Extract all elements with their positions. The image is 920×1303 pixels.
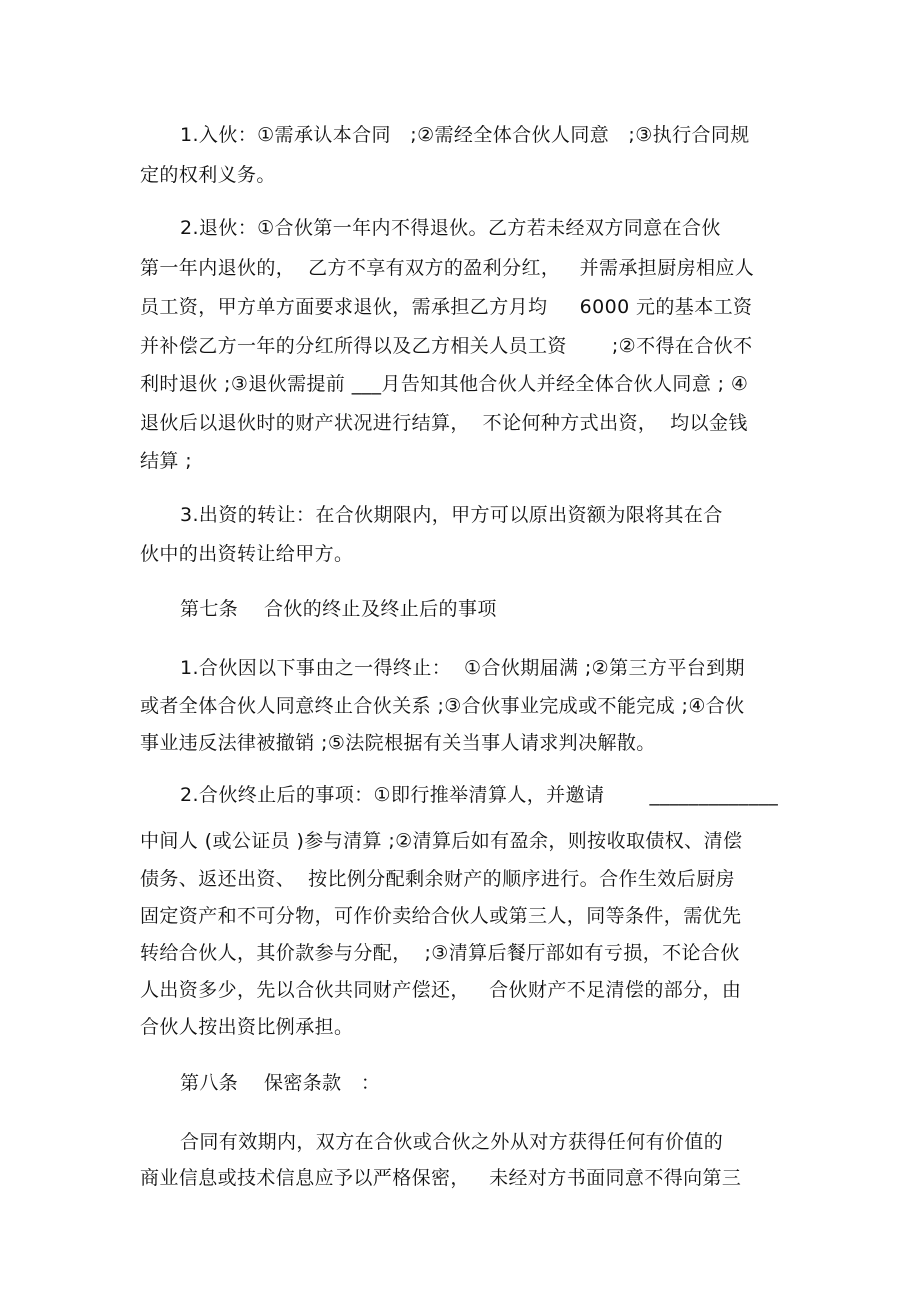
- para-5-line-1: 2.合伙终止后的事项：①即行推举清算人，并邀请 _____________: [180, 784, 779, 806]
- para-5-line-7: 合伙人按出资比例承担。: [140, 1016, 354, 1038]
- para-2-line-5: 利时退伙 ;③退伙需提前 ___月告知其他合伙人并经全体合伙人同意 ; ④: [140, 373, 749, 395]
- para-2-line-3: 员工资，甲方单方面要求退伙，需承担乙方月均 6000 元的基本工资: [140, 296, 753, 318]
- para-2-line-2: 第一年内退伙的， 乙方不享有双方的盈利分红， 并需承担厨房相应人: [140, 257, 755, 279]
- para-5-line-2: 中间人 (或公证员 )参与清算 ;②清算后如有盈余，则按收取债权、清偿: [140, 830, 743, 852]
- para-3-line-1: 3.出资的转让：在合伙期限内，甲方可以原出资额为限将其在合: [180, 504, 723, 526]
- para-1-line-2: 定的权利义务。: [140, 164, 276, 186]
- para-2-line-1: 2.退伙：①合伙第一年内不得退伙。乙方若未经双方同意在合伙: [180, 217, 721, 239]
- article-8-heading: 第八条 保密条款 ：: [180, 1072, 381, 1094]
- para-3-line-2: 伙中的出资转让给甲方。: [140, 543, 354, 565]
- para-2-line-6: 退伙后以退伙时的财产状况进行结算， 不论何种方式出资， 均以金钱: [140, 412, 748, 434]
- para-5-line-5: 转给合伙人，其价款参与分配， ;③清算后餐厅部如有亏损，不论合伙: [140, 942, 740, 964]
- para-4-line-1: 1.合伙因以下事由之一得终止： ①合伙期届满 ;②第三方平台到期: [180, 657, 745, 679]
- para-6-line-2: 商业信息或技术信息应予以严格保密， 未经对方书面同意不得向第三: [140, 1167, 742, 1189]
- para-1-line-1: 1.入伙：①需承认本合同 ;②需经全体合伙人同意 ;③执行合同规: [180, 124, 750, 146]
- para-5-line-3: 债务、返还出资、 按比例分配剩余财产的顺序进行。合作生效后厨房: [140, 868, 735, 890]
- para-5-line-6: 人出资多少，先以合伙共同财产偿还， 合伙财产不足清偿的部分，由: [140, 979, 742, 1001]
- para-6-line-1: 合同有效期内，双方在合伙或合伙之外从对方获得任何有价值的: [180, 1131, 724, 1153]
- para-2-line-4: 并补偿乙方一年的分红所得以及乙方相关人员工资 ;②不得在合伙不: [140, 335, 753, 357]
- para-4-line-3: 事业违反法律被撤销 ;⑤法院根据有关当事人请求判决解散。: [140, 732, 656, 754]
- para-5-line-4: 固定资产和不可分物，可作价卖给合伙人或第三人，同等条件，需优先: [140, 905, 742, 927]
- para-4-line-2: 或者全体合伙人同意终止合伙关系 ;③合伙事业完成或不能完成 ;④合伙: [140, 695, 745, 717]
- para-2-line-7: 结算 ;: [140, 450, 193, 472]
- article-7-heading: 第七条 合伙的终止及终止后的事项: [180, 598, 497, 620]
